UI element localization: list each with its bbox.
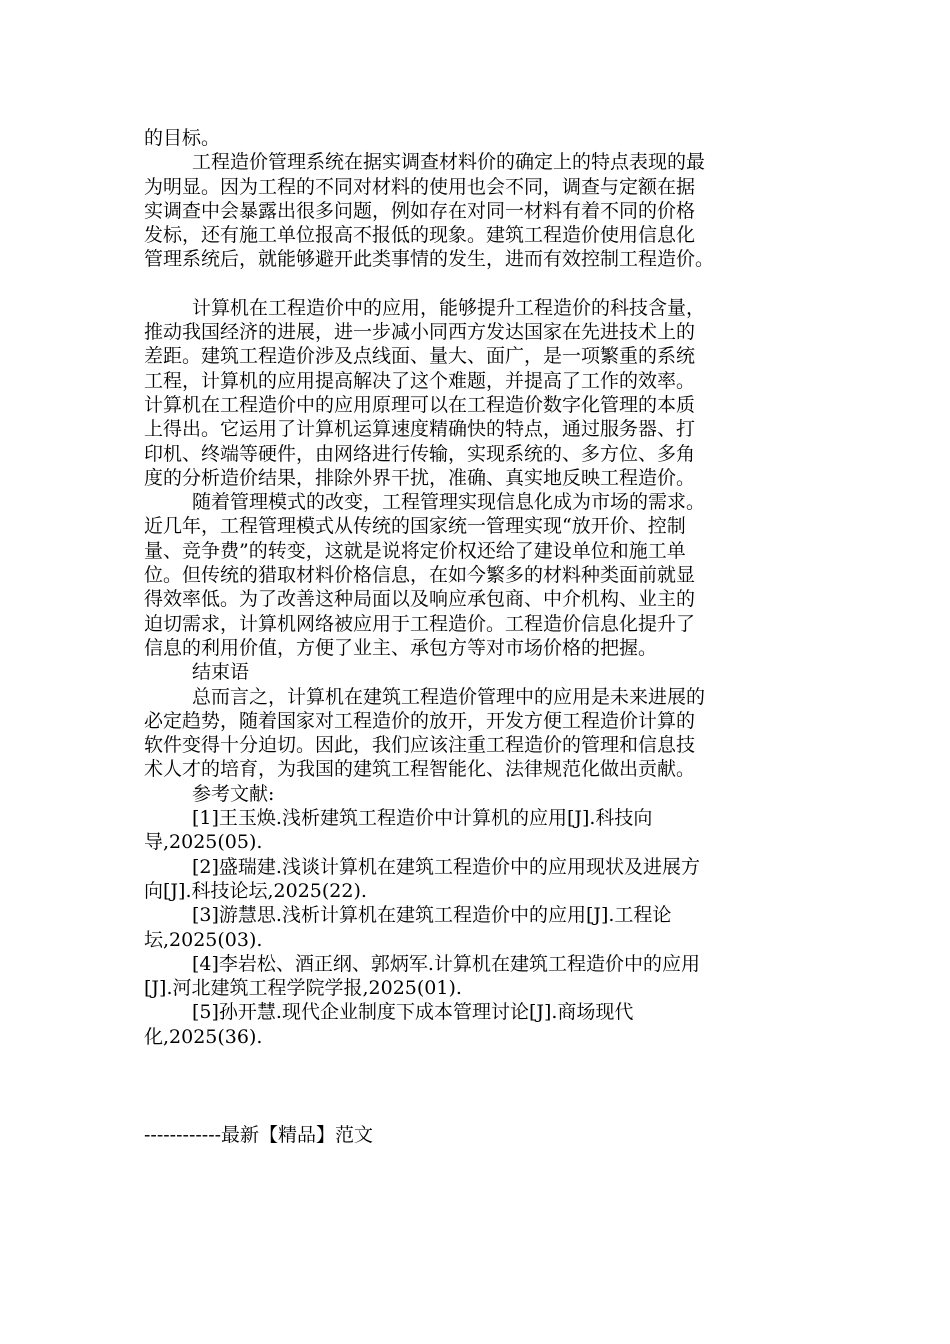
reference-list [144,806,808,1049]
paragraph-conclusion: 总而言之，计算机在建筑工程造价管理中的应用是未来进展的 必定趋势，随着国家对工程造价的放开，开发方便工程造价计算的 软件变得十分迫切。因此，我们应该注重工程造价的管理和信息技 术人才的培育，为我国的建筑工程智能化、法律规范化做出贡献。 [144,685,706,781]
footer-text: ------------最新【精品】范文 [144,1124,374,1146]
document-page [144,126,808,1049]
reference-item: [2]盛瑞建.浅谈计算机在建筑工程造价中的应用现状及进展方 向[J].科技论坛,2025(22). [144,855,700,902]
references-heading: 参考文献: [192,782,275,805]
paragraph-management-mode: 随着管理模式的改变，工程管理实现信息化成为市场的需求。 近几年，工程管理模式从传统的国家统一管理实现“放开价、控制 量、竞争费”的转变，这就是说将定价权还给了建设单位和施工单 位。但传统的猎取材料价格信息，在如今繁多的材料种类面前就显 得效率低。为了改善这种局面以及响应承包商、中介机构、业主的 迫切需求，计算机网络被应用于工程造价。工程造价信息化提升了 信息的利用价值，方便了业主、承包方等对市场价格的把握。 [144,491,706,659]
reference-item: [5]孙开慧.现代企业制度下成本管理讨论[J].商场现代 化,2025(36). [144,1001,634,1048]
reference-item: [1]王玉焕.浅析建筑工程造价中计算机的应用[J].科技向 导,2025(05). [144,807,653,854]
conclusion-heading: 结束语 [192,661,250,684]
reference-item: [4]李岩松、酒正纲、郭炳军.计算机在建筑工程造价中的应用 [J].河北建筑工程学院学报,2025(01). [144,952,700,1000]
paragraph-continuation: 的目标。 [144,127,221,149]
paragraph-material-price: 工程造价管理系统在据实调查材料价的确定上的特点表现的最 为明显。因为工程的不同对材料的使用也会不同，调查与定额在据 实调查中会暴露出很多问题，例如存在对同一材料有着不同的价格 发标，还有施工单位报高不报低的现象。建筑工程造价使用信息化 管理系统后，就能够避开此类事情的发生，进而有效控制工程造价。 [144,151,715,271]
paragraph-computer-application: 计算机在工程造价中的应用，能够提升工程造价的科技含量， 推动我国经济的进展，进一步减小同西方发达国家在先进技术上的 差距。建筑工程造价涉及点线面、量大、面广，是一项繁重的系统 工程，计算机的应用提高解决了这个难题，并提高了工作的效率。 计算机在工程造价中的应用原理可以在工程造价数字化管理的本质 上得出。它运用了计算机运算速度精确快的特点，通过服务器、打 印机、终端等硬件，由网络进行传输，实现系统的、多方位、多角 度的分析造价结果，排除外界干扰，准确、真实地反映工程造价。 [144,296,706,489]
reference-item: [3]游慧思.浅析计算机在建筑工程造价中的应用[J].工程论 坛,2025(03). [144,904,672,951]
paragraph-gap [144,272,808,296]
